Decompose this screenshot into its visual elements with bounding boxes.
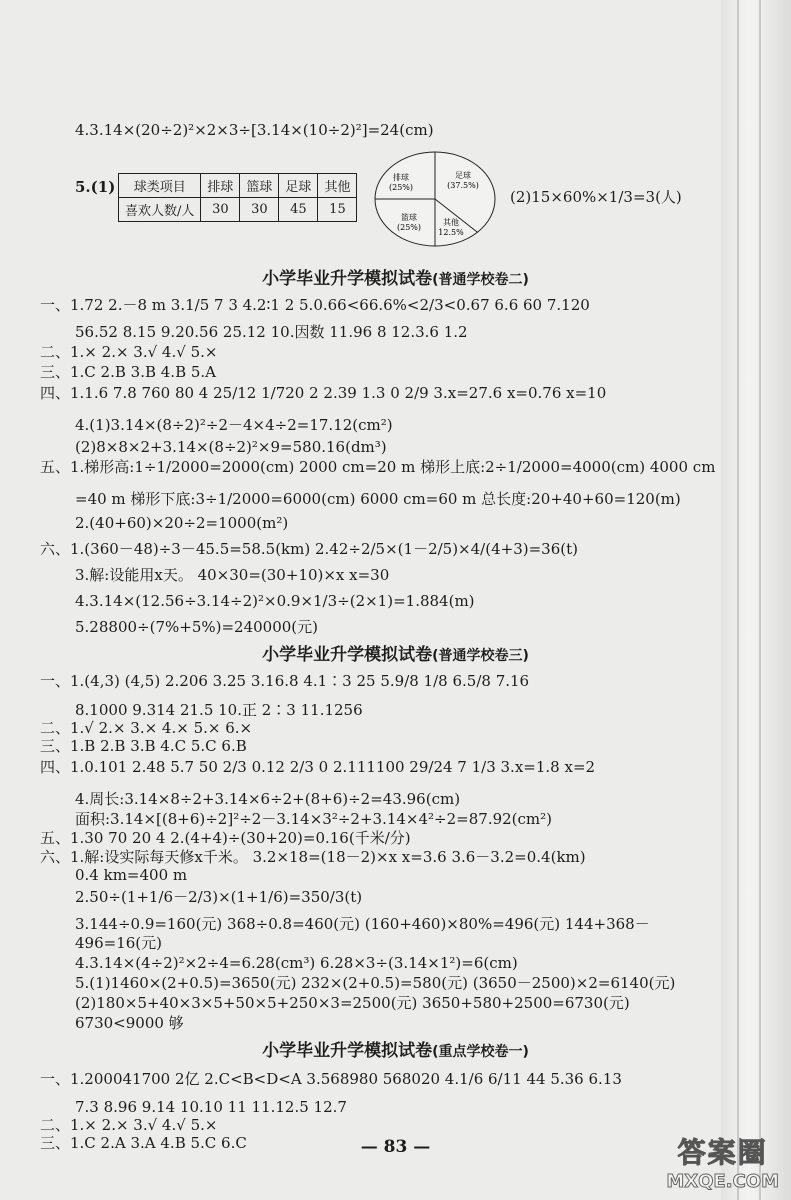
section-title xyxy=(0,264,791,289)
title-text: 小学毕业升学模拟试卷 xyxy=(262,269,433,289)
title-sub: (重点学校卷一) xyxy=(432,1044,529,1060)
watermark-url: MXQE.COM xyxy=(666,1171,779,1192)
table-cell: 45 xyxy=(279,198,318,222)
pie-label: 排球 xyxy=(393,173,409,182)
pie-label: (25%) xyxy=(388,183,414,192)
title-text: 小学毕业升学模拟试卷 xyxy=(262,645,433,665)
pie-label: 其他 xyxy=(443,218,459,227)
answer-line: 四、1.0.101 2.48 5.7 50 2/3 0.12 2/3 0 2.111100 29/24 7 1/3 3.x=1.8 x=2 xyxy=(40,758,596,776)
answer-line: (2)180×5+40×3×5+50×5+250×3=2500(元) 3650+580+2500=6730(元) xyxy=(75,994,630,1012)
answer-line: 一、1.72 2.－8 m 3.1/5 7 3 4.2∶1 2 5.0.66<66.6%<2/3<0.67 6.6 60 7.120 xyxy=(40,296,590,314)
answer-line: 二、1.√ 2.× 3.× 4.× 5.× 6.× xyxy=(40,719,253,737)
watermark-text: 答案圈 xyxy=(677,1136,768,1169)
answer-line: 四、1.1.6 7.8 760 80 4 25/12 1/720 2 2.39 1.3 0 2/9 3.x=27.6 x=0.76 x=10 xyxy=(40,384,607,402)
table-cell: 球类项目 xyxy=(119,174,201,198)
answer-line: 4.3.14×(4÷2)²×2÷4=6.28(cm³) 6.28×3÷(3.14×1²)=6(cm) xyxy=(75,954,518,972)
watermark-logo xyxy=(666,1131,779,1192)
title-sub: (普通学校卷二) xyxy=(432,272,529,288)
table-cell: 排球 xyxy=(201,174,240,198)
q5-label: 5.(1) xyxy=(75,178,116,196)
answer-line: 3.144÷0.9=160(元) 368÷0.8=460(元) (160+460)×80%=496(元) 144+368－ xyxy=(75,915,650,933)
answer-line: 六、1.解:设实际每天修x千米。 3.2×18=(18－2)×x x=3.6 3.6－3.2=0.4(km) xyxy=(40,848,586,866)
answer-line: 2.50÷(1+1/6－2/3)×(1+1/6)=350/3(t) xyxy=(75,888,363,906)
section-title xyxy=(0,1036,791,1061)
section-title xyxy=(0,640,791,665)
pie-label: 足球 xyxy=(455,171,471,180)
answer-line: 面积:3.14×[(8+6)÷2]²÷2－3.14×3²÷2+3.14×4²÷2=87.92(cm²) xyxy=(75,810,553,828)
table-cell: 喜欢人数/人 xyxy=(119,198,201,222)
answer-line: =40 m 梯形下底:3÷1/2000=6000(cm) 6000 cm=60 m 总长度:20+40+60=120(m) xyxy=(75,490,681,508)
answer-line: 二、1.× 2.× 3.√ 4.√ 5.× xyxy=(40,1116,218,1134)
table-cell: 其他 xyxy=(318,174,357,198)
answer-line: 6730<9000 够 xyxy=(75,1014,184,1032)
answer-line: 496=16(元) xyxy=(75,934,162,952)
answer-line: 4.3.14×(20÷2)²×2×3÷[3.14×(10÷2)²]=24(cm) xyxy=(75,121,434,139)
answer-line: 7.3 8.96 9.14 10.10 11 11.12.5 12.7 xyxy=(75,1098,347,1116)
answer-line: 56.52 8.15 9.20.56 25.12 10.因数 11.96 8 12.3.6 1.2 xyxy=(75,323,468,341)
answer-line: 0.4 km=400 m xyxy=(75,866,188,884)
pie-label: 12.5% xyxy=(438,228,464,237)
spine-line xyxy=(759,0,761,1200)
page-number-value: 83 xyxy=(383,1137,408,1157)
pie-label: 篮球 xyxy=(401,213,417,222)
answer-line: 4.周长:3.14×8÷2+3.14×6÷2+(8+6)÷2=43.96(cm) xyxy=(75,790,461,808)
answer-line: 一、1.(4,3) (4,5) 2.206 3.25 3.16.8 4.1∶3 25 5.9/8 1/8 6.5/8 7.16 xyxy=(40,672,530,690)
answer-line: 三、1.B 2.B 3.B 4.C 5.C 6.B xyxy=(40,737,247,755)
answer-line: 六、1.(360－48)÷3－45.5=58.5(km) 2.42÷2/5×(1－2/5)×4/(4+3)=36(t) xyxy=(40,540,578,558)
title-text: 小学毕业升学模拟试卷 xyxy=(262,1041,433,1061)
answer-line: (2)15×60%×1/3=3(人) xyxy=(510,188,682,206)
table-cell: 篮球 xyxy=(240,174,279,198)
answer-line: 3.解:设能用x天。 40×30=(30+10)×x x=30 xyxy=(75,566,390,584)
pie-chart xyxy=(373,150,497,248)
answer-line: 2.(40+60)×20÷2=1000(m²) xyxy=(75,514,289,532)
answer-line: 五、1.梯形高:1÷1/2000=2000(cm) 2000 cm=20 m 梯形上底:2÷1/2000=4000(cm) 4000 cm xyxy=(40,458,716,476)
answer-line: 五、1.30 70 20 4 2.(4+4)÷(30+20)=0.16(千米/分) xyxy=(40,829,411,847)
answer-line: 三、1.C 2.B 3.B 4.B 5.A xyxy=(40,363,217,381)
book-spine xyxy=(721,0,791,1200)
table-cell: 15 xyxy=(318,198,357,222)
pie-label: (25%) xyxy=(396,223,422,232)
table-cell: 足球 xyxy=(279,174,318,198)
answer-line: 8.1000 9.314 21.5 10.正 2∶3 11.1256 xyxy=(75,701,363,719)
table-cell: 30 xyxy=(201,198,240,222)
answer-line: 4.3.14×(12.56÷3.14÷2)²×0.9×1/3÷(2×1)=1.884(m) xyxy=(75,592,475,610)
table-cell: 30 xyxy=(240,198,279,222)
pie-label: (37.5%) xyxy=(447,181,479,190)
answer-line: 5.28800÷(7%+5%)=240000(元) xyxy=(75,618,318,636)
answer-line: 二、1.× 2.× 3.√ 4.√ 5.× xyxy=(40,343,218,361)
spine-line xyxy=(737,0,739,1200)
page-number: — 83 — xyxy=(360,1137,431,1157)
answer-line: 三、1.C 2.A 3.A 4.B 5.C 6.C xyxy=(40,1134,247,1152)
answer-line: 4.(1)3.14×(8÷2)²÷2－4×4÷2=17.12(cm²) xyxy=(75,416,393,434)
answer-line: 一、1.200041700 2亿 2.C<B<D<A 3.568980 568020 4.1/6 6/11 44 5.36 6.13 xyxy=(40,1070,622,1088)
title-sub: (普通学校卷三) xyxy=(432,648,529,664)
sports-table xyxy=(118,173,357,222)
answer-line: (2)8×8×2+3.14×(8÷2)²×9=580.16(dm³) xyxy=(75,438,387,456)
answer-line: 5.(1)1460×(2+0.5)=3650(元) 232×(2+0.5)=580(元) (3650－2500)×2=6140(元) xyxy=(75,974,676,992)
